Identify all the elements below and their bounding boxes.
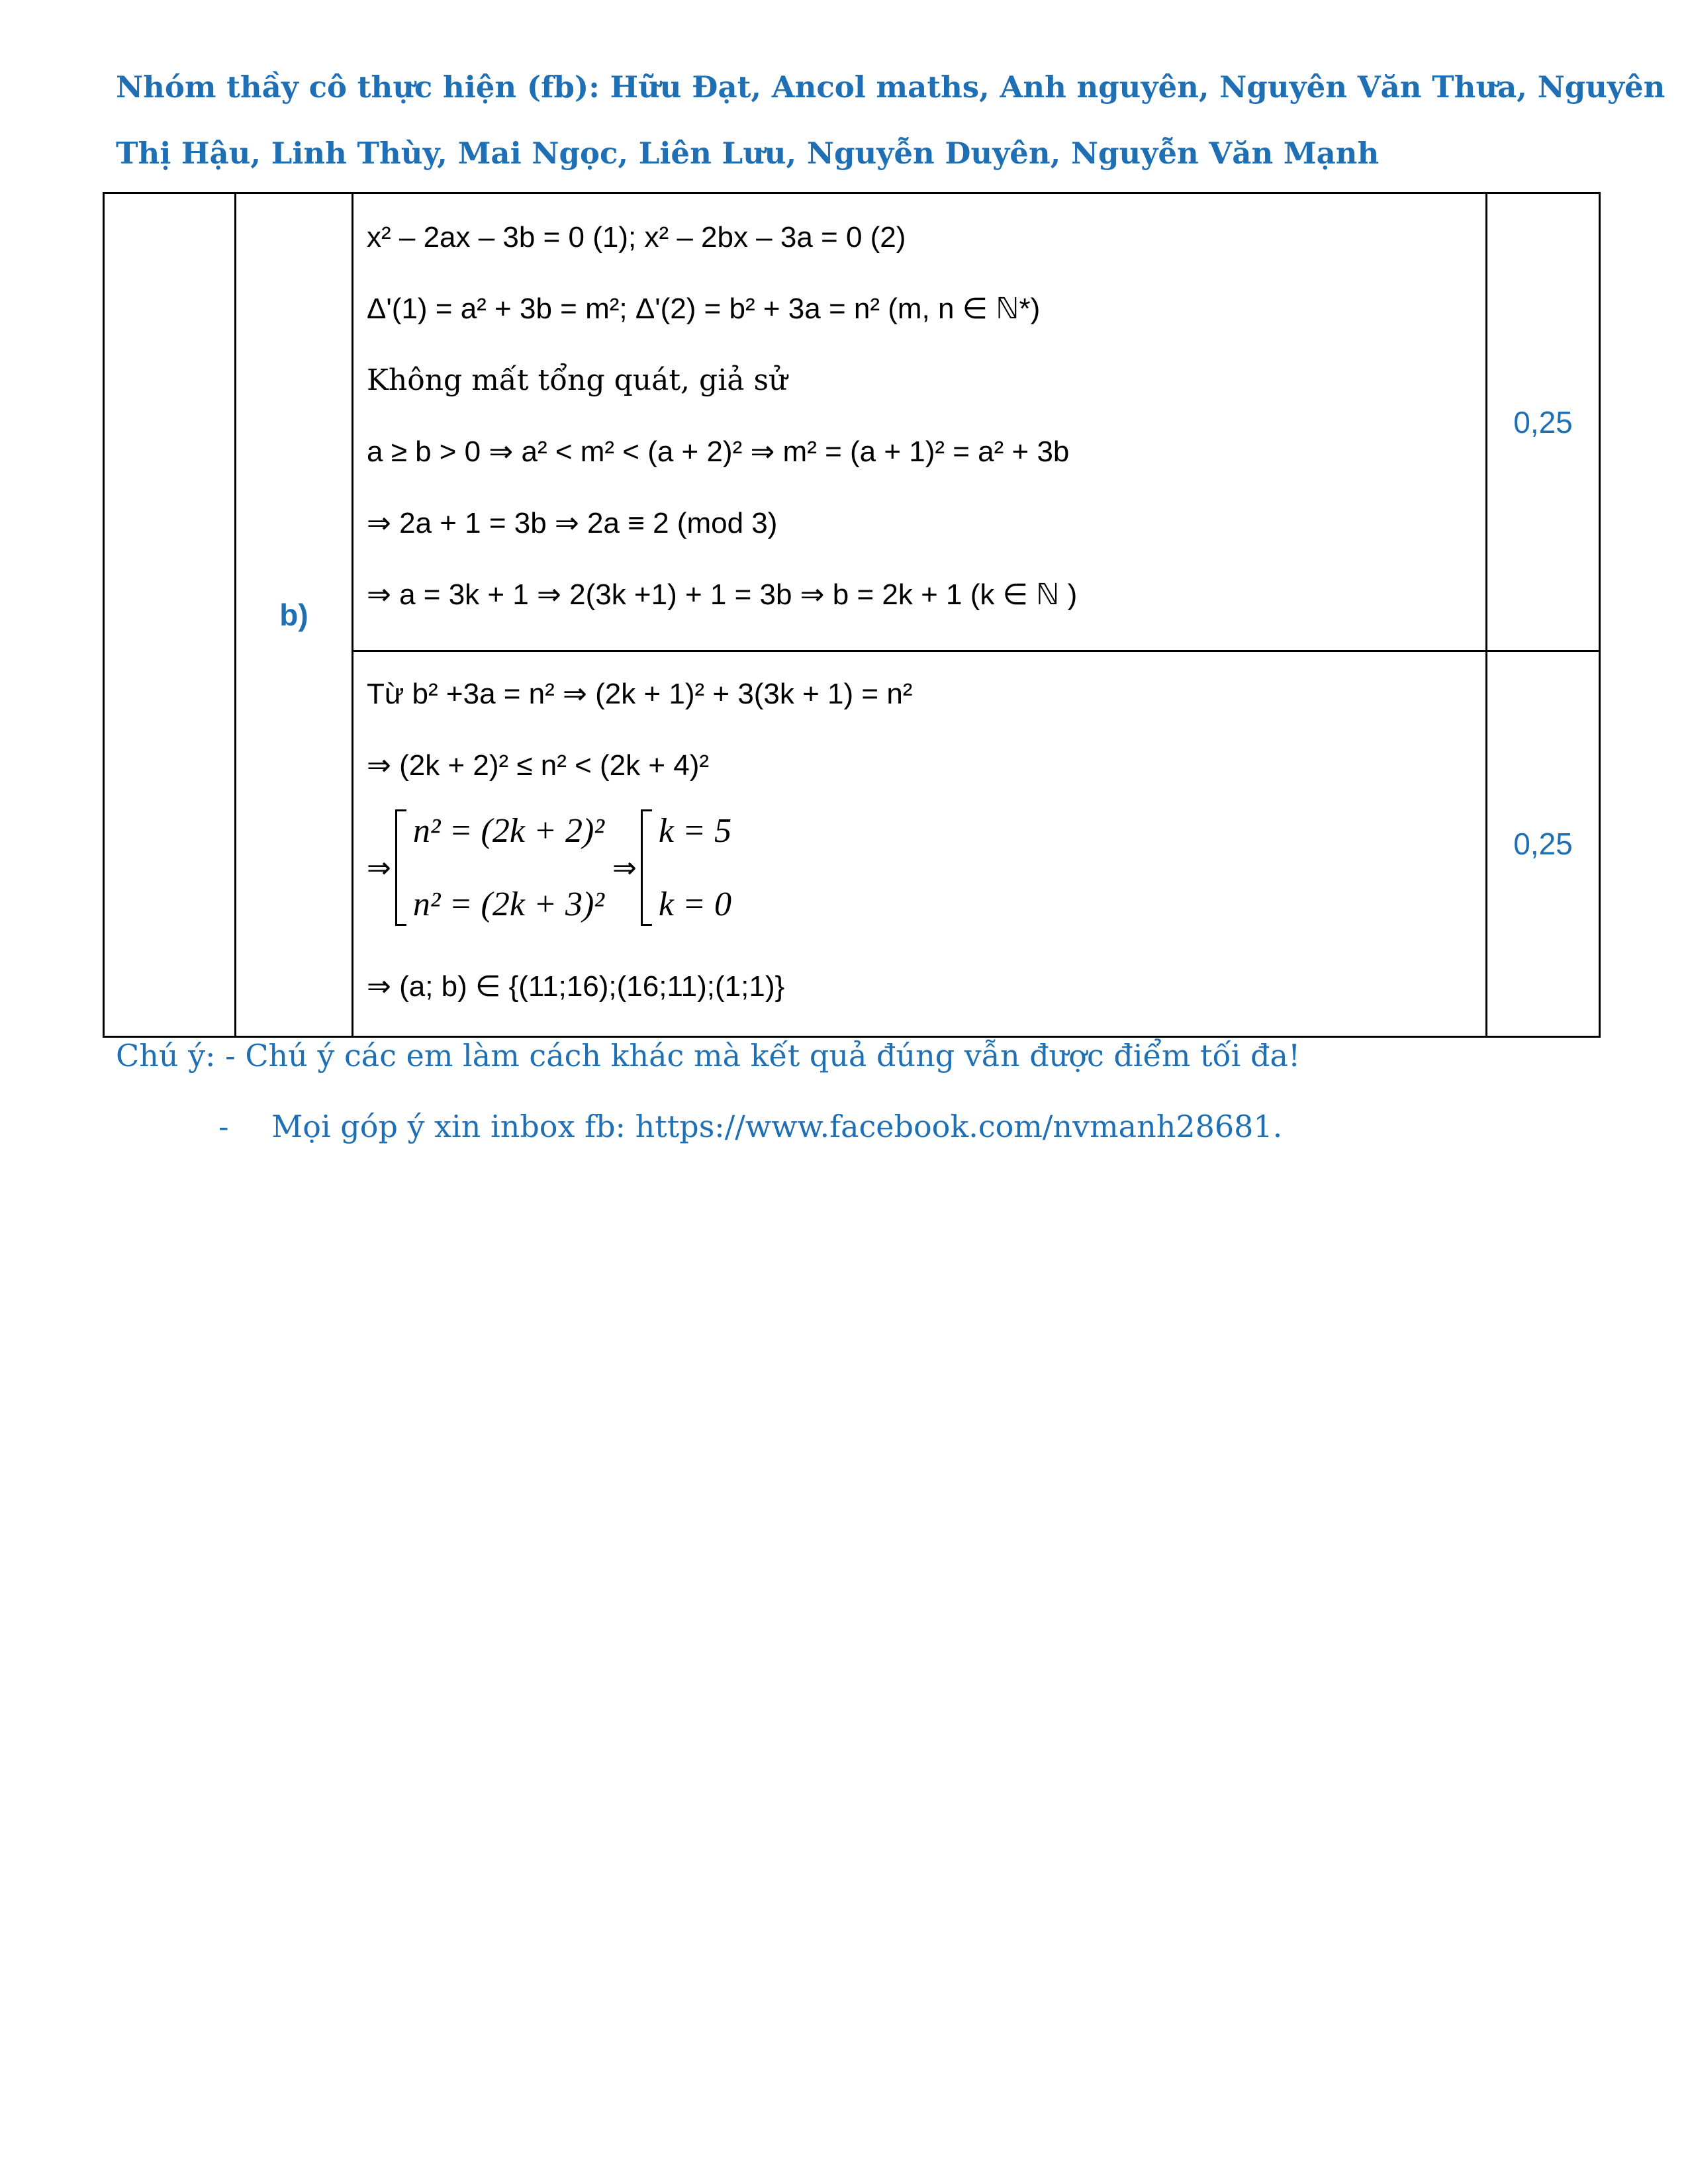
solution-block-2 [353, 651, 1487, 1037]
note-line-2 [218, 1109, 1282, 1144]
case-top: n² = (2k + 2)² [412, 812, 604, 850]
discriminant-line: Δ'(1) = a² + 3b = m²; Δ'(2) = b² + 3a = n² (m, n ∈ ℕ*) [367, 293, 1041, 325]
substitution-line: ⇒ a = 3k + 1 ⇒ 2(3k +1) + 1 = 3b ⇒ b = 2k + 1 (k ∈ ℕ ) [367, 578, 1078, 611]
modulo-line: ⇒ 2a + 1 = 3b ⇒ 2a ≡ 2 (mod 3) [367, 507, 778, 539]
score-cell-1 [1487, 193, 1600, 651]
score-value: 0,25 [1513, 404, 1573, 439]
note-dash: - [218, 1109, 229, 1144]
header-line-2: Thị Hậu, Linh Thùy, Mai Ngọc, Liên Lưu, Nguyễn Duyên, Nguyễn Văn Mạnh [116, 136, 1380, 171]
case-bottom: n² = (2k + 3)² [412, 886, 604, 923]
right-case-stack [659, 811, 731, 924]
bound-line: ⇒ (2k + 2)² ≤ n² < (2k + 4)² [367, 749, 710, 782]
solution-block-1 [353, 193, 1487, 651]
note-contact: Mọi góp ý xin inbox fb: https://www.facebook.com/nvmanh28681. [271, 1109, 1283, 1144]
score-value: 0,25 [1513, 827, 1573, 861]
k-value-top: k = 5 [658, 812, 731, 850]
part-label-cell [236, 193, 353, 1037]
score-cell-2 [1487, 651, 1600, 1037]
question-number-cell [104, 193, 236, 1037]
case-system [367, 801, 1485, 934]
square-equation-line: Từ b² +3a = n² ⇒ (2k + 1)² + 3(3k + 1) = n² [367, 678, 913, 710]
solution-table [103, 192, 1601, 1038]
header-line-1: Nhóm thầy cô thực hiện (fb): Hữu Đạt, Ancol maths, Anh nguyên, Nguyên Văn Thưa, Nguyên [116, 69, 1665, 105]
part-label: b) [279, 598, 308, 632]
note-line-1: Chú ý: - Chú ý các em làm cách khác mà kết quả đúng vẫn được điểm tối đa! [116, 1038, 1301, 1073]
right-bracket [641, 809, 652, 926]
inequality-line: a ≥ b > 0 ⇒ a² < m² < (a + 2)² ⇒ m² = (a + 1)² = a² + 3b [367, 435, 1070, 468]
implies-arrow: ⇒ [612, 850, 637, 885]
left-bracket [395, 809, 406, 926]
assumption-line: Không mất tổng quát, giả sử [367, 363, 788, 397]
final-answer-line: ⇒ (a; b) ∈ {(11;16);(16;11);(1;1)} [367, 970, 785, 1003]
k-value-bottom: k = 0 [658, 886, 731, 923]
left-case-stack [413, 811, 604, 924]
equation-line: x² – 2ax – 3b = 0 (1); x² – 2bx – 3a = 0 (2) [367, 221, 906, 253]
implies-arrow: ⇒ [367, 850, 391, 885]
contributors-header [116, 54, 1665, 187]
